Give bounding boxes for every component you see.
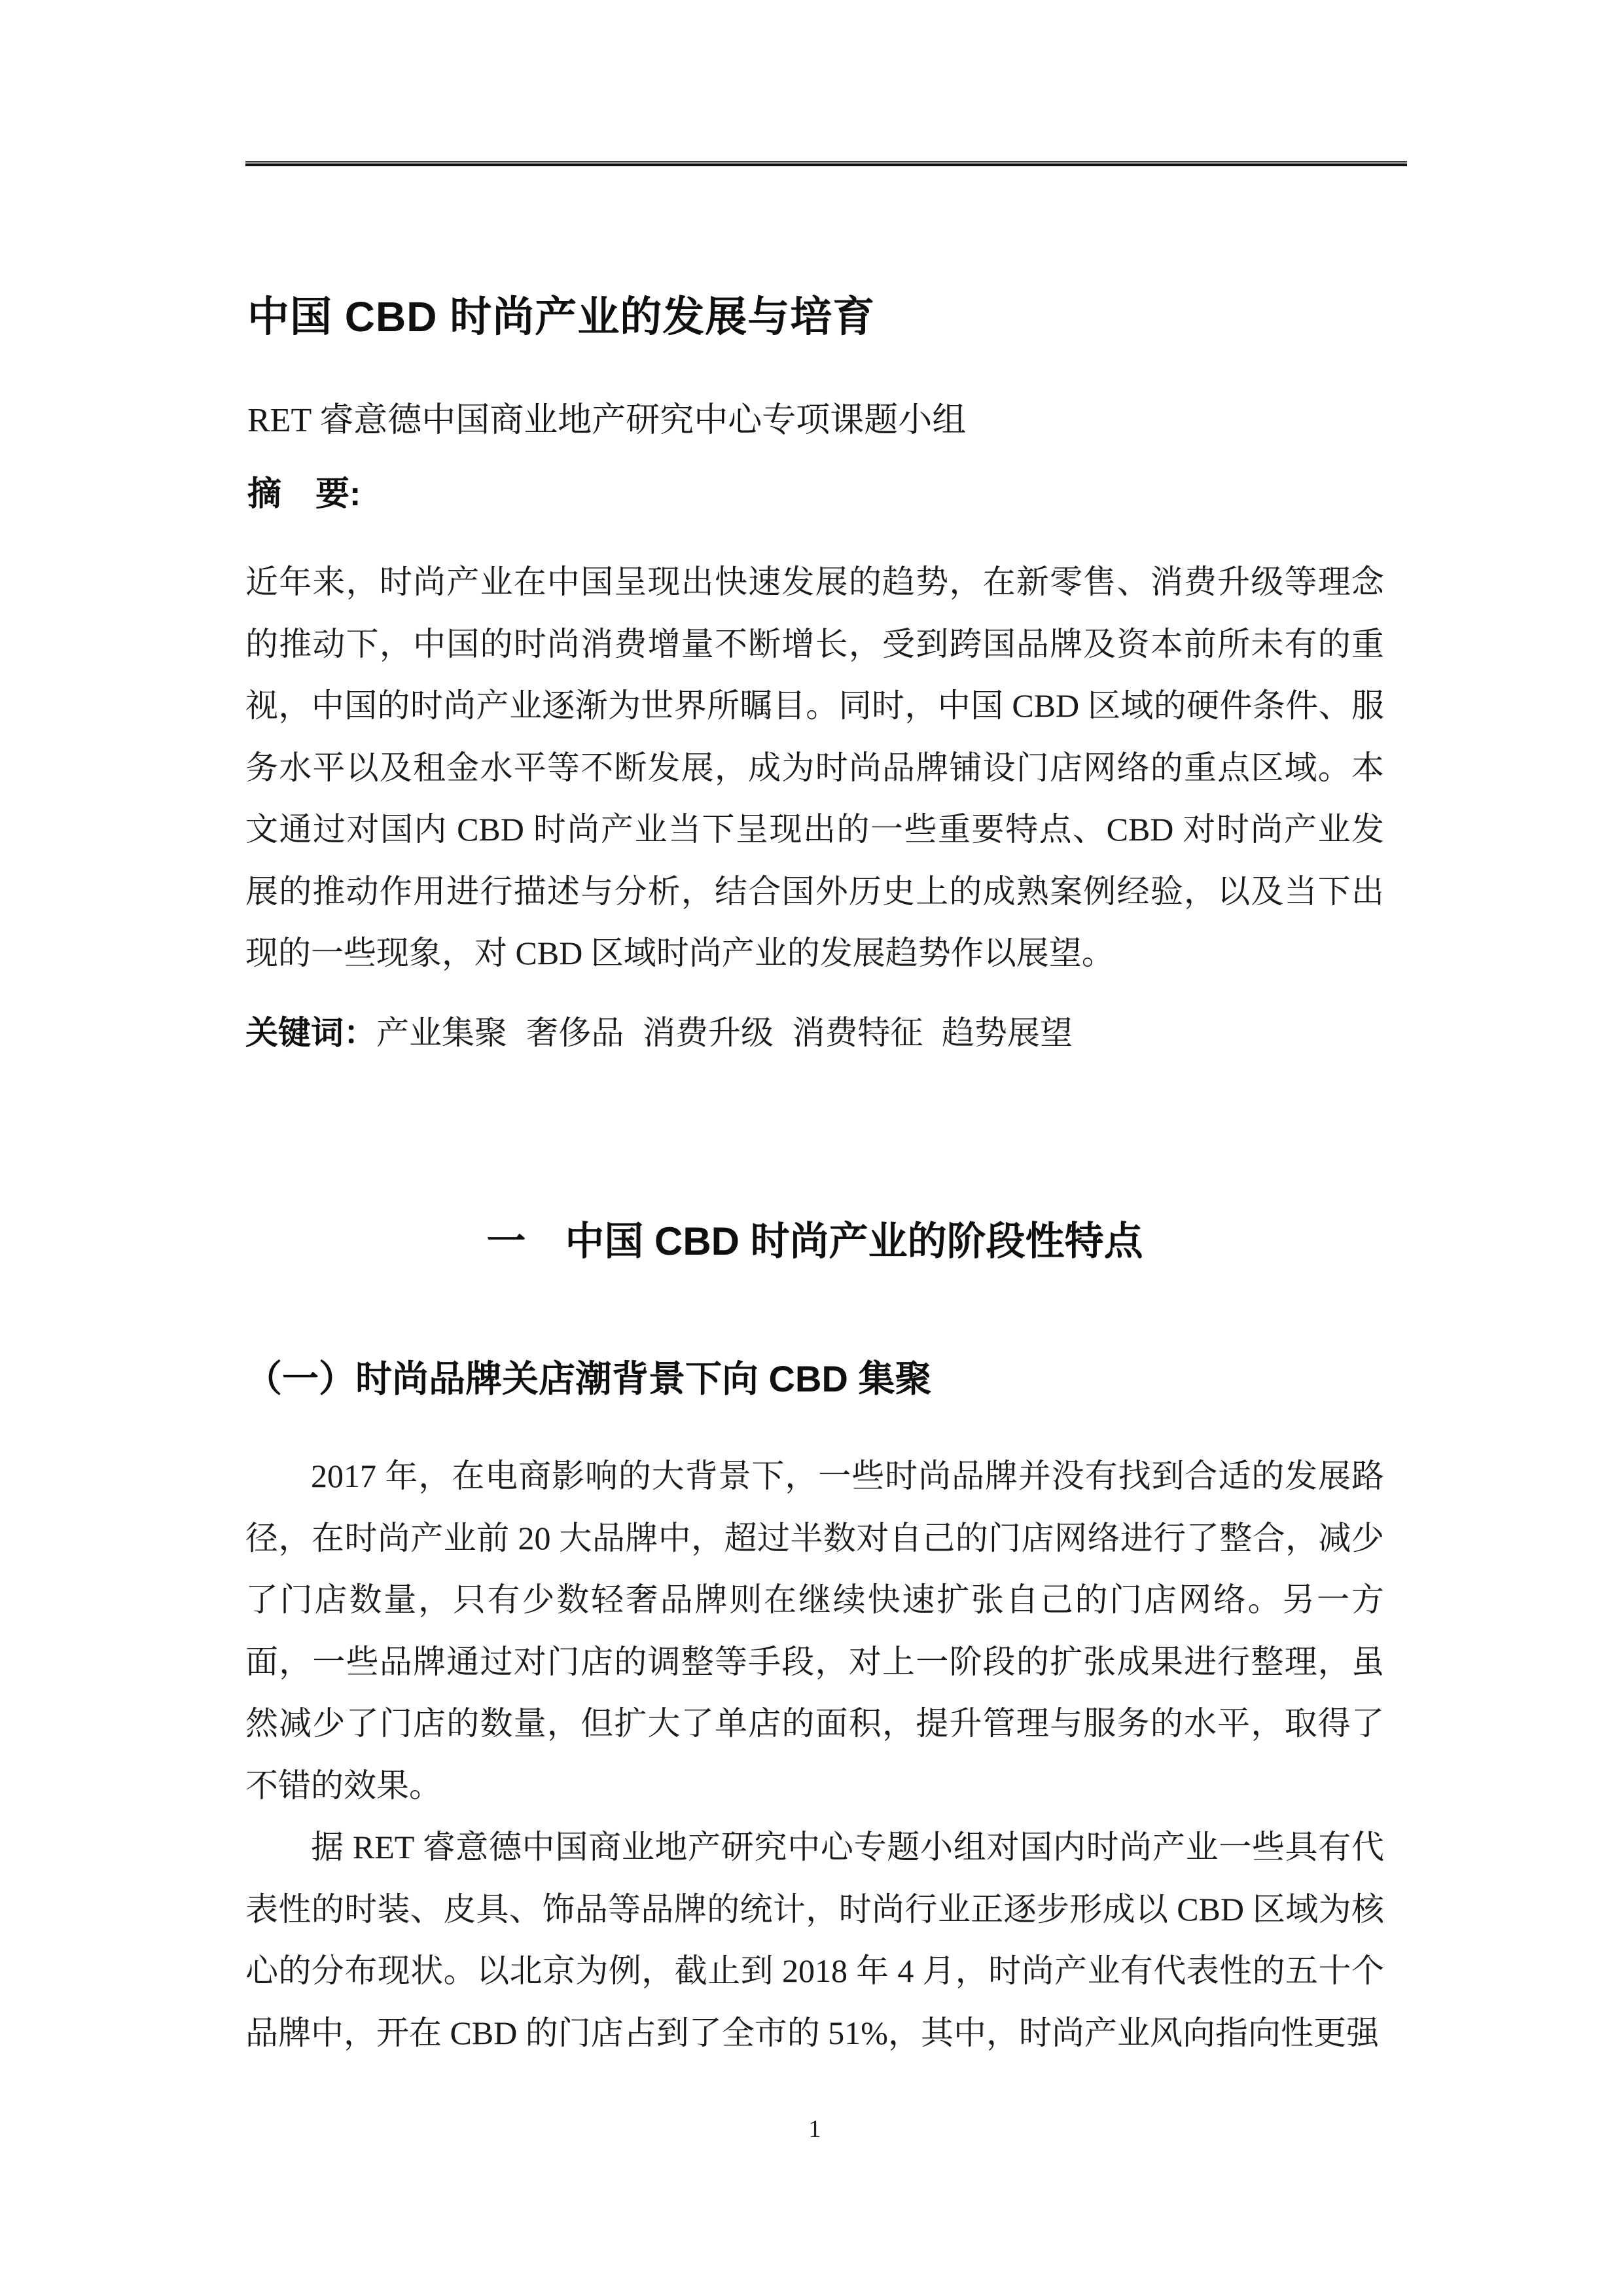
header-rule (245, 161, 1407, 166)
page-number: 1 (808, 2115, 821, 2143)
keywords-label: 关键词： (245, 1014, 376, 1051)
body-paragraph: 据 RET 睿意德中国商业地产研究中心专题小组对国内时尚产业一些具有代表性的时装、皮具、饰品等品牌的统计，时尚行业正逐步形成以 CBD 区域为核心的分布现状。以北京为例，截止到 2018 年 4 月，时尚产业有代表性的五十个品牌中，开在 CBD 的门店占到了全市的 51%，其中，时尚产业风向指向性更强 (245, 1829, 1384, 2051)
body-paragraph: 2017 年，在电商影响的大背景下，一些时尚品牌并没有找到合适的发展路径，在时尚产业前 20 大品牌中，超过半数对自己的门店网络进行了整合，减少了门店数量，只有少数轻奢品牌则在继续快速扩张自己的门店网络。另一方面，一些品牌通过对门店的调整等手段，对上一阶段的扩张成果进行整理，虽然减少了门店的数量，但扩大了单店的面积，提升管理与服务的水平，取得了不错的效果。 (245, 1458, 1384, 1804)
keywords-text: 产业集聚 奢侈品 消费升级 消费特征 趋势展望 (376, 1014, 1073, 1051)
subsection-heading: （一）时尚品牌关店潮背景下向 CBD 集聚 (245, 1358, 932, 1399)
abstract-text: 近年来，时尚产业在中国呈现出快速发展的趋势，在新零售、消费升级等理念的推动下，中国的时尚消费增量不断增长，受到跨国品牌及资本前所未有的重视，中国的时尚产业逐渐为世界所瞩目。同时，中国 CBD 区域的硬件条件、服务水平以及租金水平等不断发展，成为时尚品牌铺设门店网络的重点区域。本文通过对国内 CBD 时尚产业当下呈现出的一些重要特点、CBD 对时尚产业发展的推动作用进行描述与分析，结合国外历史上的成熟案例经验，以及当下出现的一些现象，对 CBD 区域时尚产业的发展趋势作以展望。 (245, 564, 1384, 971)
section-heading: 一 中国 CBD 时尚产业的阶段性特点 (486, 1219, 1143, 1263)
abstract-label: 摘 要: (247, 475, 361, 513)
keywords-line (245, 1002, 1384, 1064)
author-line: RET 睿意德中国商业地产研究中心专项课题小组 (247, 402, 967, 439)
body-text (245, 1445, 1384, 2064)
page-title: 中国 CBD 时尚产业的发展与培育 (247, 293, 876, 340)
